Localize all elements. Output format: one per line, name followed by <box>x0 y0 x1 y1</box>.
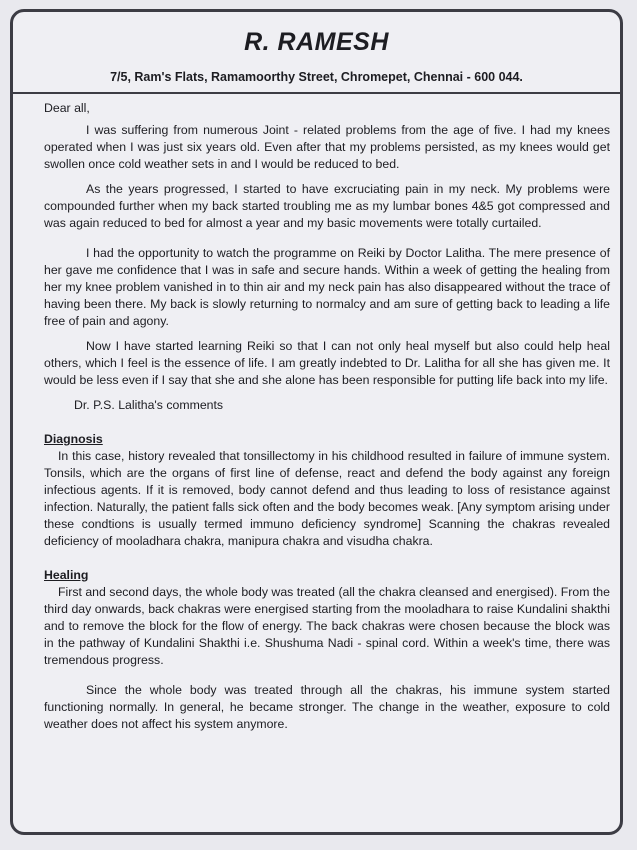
paragraph-4: Now I have started learning Reiki so that I can not only heal myself but also could help heal others, which I feel is the essence of life. I am greatly indebted to Dr. Lalitha for all she has given me. It would be less even if I say that she and she alone has been responsible for putting life back into my life. <box>44 339 610 387</box>
paragraph-2: As the years progressed, I started to have excruciating pain in my neck. My problems were compounded further when my back started troubling me as my lumbar bones 4&5 got compressed and was again reduced to bed for almost a year and my basic movements were totally curtailed. <box>44 182 610 230</box>
paragraph-1: I was suffering from numerous Joint - related problems from the age of five. I had my knees operated when I was just six years old. Even after that my problems persisted, as my knees would get swollen once cold weather sets in and I would be reduced to bed. <box>44 123 610 171</box>
diagnosis-text: In this case, history revealed that tonsillectomy in his childhood resulted in failure of immune system. Tonsils, which are the organs of first line of defense, react and defend the body against any foreign infectious agents. If it is removed, body cannot defend and thus leading to loss of resistance against infection. Naturally, the patient falls sick often and the body becomes weak. [Any symptom arising under these condtions is usually termed immuno deficiency syndrome] Scanning the chakras revealed deficiency of mooladhara chakra, manipura chakra and visudha chakra. <box>44 449 610 548</box>
closing-paragraph: Since the whole body was treated through all the chakras, his immune system started functioning normally. In general, he became stronger. The change in the weather, exposure to cold weather does not affect his system anymore. <box>44 683 610 731</box>
sender-name: R. RAMESH <box>244 28 389 56</box>
healing-heading: Healing <box>44 568 89 582</box>
letter-body <box>44 100 610 733</box>
paragraph-3: I had the opportunity to watch the programme on Reiki by Doctor Lalitha. The mere presence of her gave me confidence that I was in safe and secure hands. Within a week of getting the healing from her my knee problem vanished in to thin air and my neck pain has also disappeared without the trace of having been there. My back is slowly returning to normalcy and am sure of getting back to leading a life free of pain and agony. <box>44 246 610 328</box>
greeting: Dear all, <box>44 101 90 115</box>
sender-address: 7/5, Ram's Flats, Ramamoorthy Street, Chromepet, Chennai - 600 044. <box>110 70 523 84</box>
comments-title: Dr. P.S. Lalitha's comments <box>74 398 224 412</box>
diagnosis-heading: Diagnosis <box>44 432 103 446</box>
letterhead <box>13 12 620 94</box>
healing-text: First and second days, the whole body was treated (all the chakra cleansed and energised). From the third day onwards, back chakras were energised starting from the mooladhara to raise Kundalini shakthi and to remove the block for the flow of energy. The back chakras were chosen because the block was in the pathway of Kundalini Shakthi i.e. Shushuma Nadi - spinal cord. Within a week's time, there was tremendous progress. <box>44 585 610 667</box>
